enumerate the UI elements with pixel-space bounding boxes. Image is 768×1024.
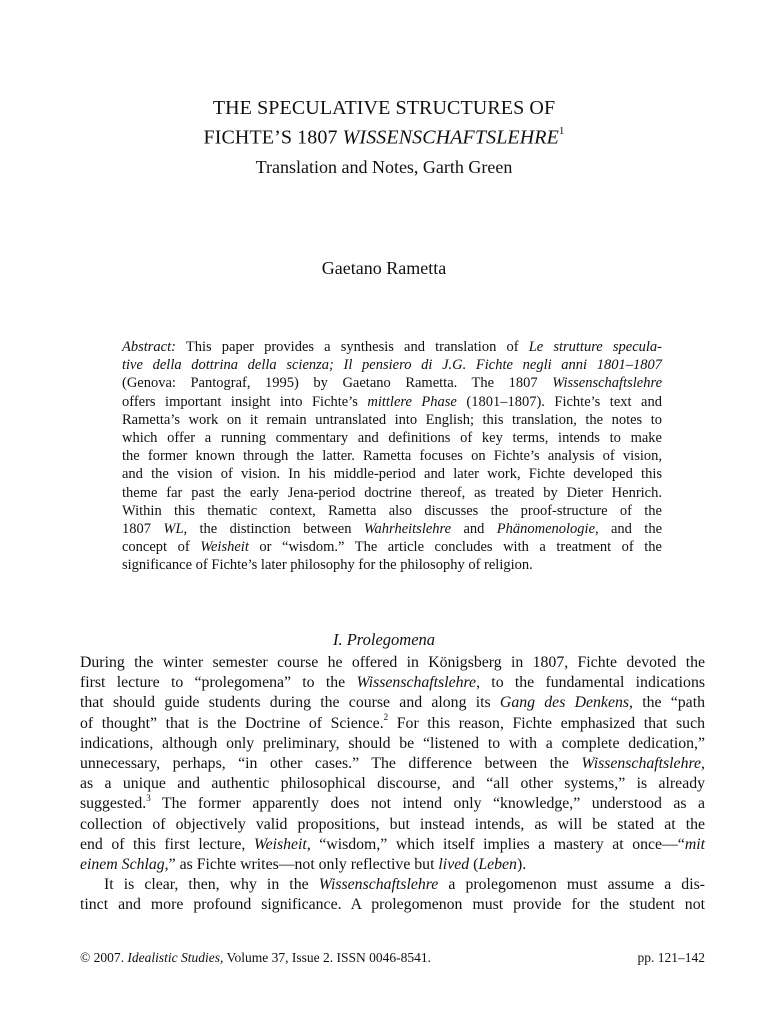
abstract-line	[122, 520, 662, 538]
article-title	[0, 96, 768, 151]
text-run: (Genova: Pantograf, 1995) by Gaetano Rametta. The 1807	[122, 375, 553, 392]
italic-text: einem Schlag	[80, 856, 165, 874]
body-line	[80, 714, 705, 734]
text-run: tinct and more profound significance. A prolegomenon must provide for the student not	[80, 896, 705, 914]
italic-text: Wissenschaftslehre	[318, 876, 439, 894]
text-run: offers important insight into Fichte’s	[122, 393, 368, 410]
italic-text: Weisheit	[200, 539, 249, 556]
body-line	[80, 673, 705, 693]
text-run: , and the	[595, 521, 663, 538]
title-line-2-prefix: FICHTE’S 1807	[203, 126, 343, 149]
text-run: suggested.	[80, 795, 147, 813]
italic-text: mit	[684, 835, 706, 853]
article-subtitle: Translation and Notes, Garth Green	[255, 157, 513, 177]
title-line-2-italic: WISSENSCHAFTSLEHRE	[342, 126, 559, 149]
text-run: , the distinction between	[183, 521, 364, 538]
abstract-line	[122, 411, 662, 429]
body-line	[80, 774, 705, 794]
italic-text: lived	[438, 856, 470, 874]
text-run: During the winter semester course he offered in Königsberg in 1807, Fichte devoted the	[80, 654, 705, 671]
text-run: concept of	[122, 539, 201, 556]
abstract-line	[122, 447, 662, 465]
text-run: and	[451, 521, 497, 538]
page-range: pp. 121–142	[637, 950, 705, 965]
abstract-line	[122, 356, 662, 374]
body-line	[80, 875, 705, 895]
italic-text: Leben	[478, 856, 517, 874]
italic-text: mittlere Phase	[367, 393, 457, 410]
italic-text: Gang des Denkens	[499, 694, 629, 712]
italic-text: Weisheit	[253, 835, 307, 853]
body-line	[80, 653, 705, 673]
abstract-line	[122, 465, 662, 483]
italic-text: Wissenschaftslehre	[581, 755, 702, 773]
abstract-line	[122, 502, 662, 520]
text-run: , to the fundamental indications	[476, 674, 705, 692]
text-run: significance of Fichte’s later philosophy for the philosophy of religion.	[122, 557, 533, 574]
title-footnote-mark[interactable]: 1	[558, 125, 565, 137]
text-run: ,	[701, 755, 705, 773]
body-text	[80, 653, 705, 916]
abstract-line	[122, 393, 662, 411]
copyright-line	[80, 950, 431, 966]
text-run: Rametta’s work on it remain untranslated into English; this translation, the notes to	[122, 411, 662, 428]
text-run: first lecture to “prolegomena” to the	[80, 674, 357, 692]
text-run: and the vision of vision. In his middle-period and later work, Fichte developed this	[122, 466, 662, 483]
italic-text: tive della dottrina della scienza; Il pensiero di J.G. Fichte negli anni 1801–1807	[122, 357, 662, 374]
body-line	[80, 693, 705, 713]
text-run: theme far past the early Jena-period doctrine thereof, as treated by Dieter Henrich.	[122, 484, 662, 501]
text-run: which offer a running commentary and definitions of key terms, intends to make	[122, 430, 662, 447]
text-run: (1801–1807). Fichte’s text and	[456, 393, 662, 410]
copyright-prefix: © 2007.	[80, 950, 128, 965]
abstract-block	[122, 338, 662, 575]
text-run: of thought” that is the Doctrine of Science.	[80, 714, 384, 732]
text-run: Within this thematic context, Rametta also discusses the proof-structure of the	[122, 502, 662, 519]
text-run: The former apparently does not intend only “knowledge,” understood as a	[150, 795, 705, 813]
text-run: (	[469, 856, 479, 874]
footnote-mark[interactable]: 2	[383, 712, 389, 723]
text-run: , “wisdom,” which itself implies a mastery at once—“	[306, 835, 685, 853]
body-line	[80, 734, 705, 754]
italic-text: WL	[163, 521, 184, 538]
title-line-2	[0, 121, 768, 151]
text-run: a prolegomenon must assume a dis-	[438, 876, 705, 894]
italic-text: Wissenschaftslehre	[552, 375, 662, 392]
section-heading: I. Prolegomena	[332, 630, 436, 649]
body-line	[80, 754, 705, 774]
body-line	[80, 855, 705, 875]
text-run: This paper provides a synthesis and translation of	[175, 339, 529, 355]
title-line-1: THE SPECULATIVE STRUCTURES OF	[212, 97, 556, 119]
text-run: collection of objectively valid propositions, but instead intends, as will be stated at the	[80, 815, 705, 833]
issue-info: Volume 37, Issue 2. ISSN 0046-8541.	[223, 950, 432, 965]
text-run: For this reason, Fichte emphasized that such	[388, 714, 705, 732]
text-run: as a unique and authentic philosophical discourse, and “all other systems,” is already	[80, 775, 705, 793]
text-run: indications, although only preliminary, should be “listened to with a complete dedication,”	[80, 734, 705, 752]
text-run: that should guide students during the course and along its	[80, 694, 500, 712]
text-run: , the “path	[629, 694, 705, 712]
abstract-line	[122, 338, 662, 356]
abstract-line	[122, 538, 662, 556]
body-line	[80, 815, 705, 835]
body-line	[80, 835, 705, 855]
body-line	[80, 794, 705, 814]
abstract-line	[122, 374, 662, 392]
italic-text: Abstract:	[122, 339, 176, 355]
italic-text: Wissenschaftslehre	[356, 674, 477, 692]
text-run: It is clear, then, why in the	[104, 876, 319, 894]
italic-text: Wahrheitslehre	[363, 521, 452, 538]
italic-text: Le strutture specula-	[528, 339, 662, 355]
text-run: the former known through the latter. Rametta focuses on Fichte’s analysis of vision,	[122, 448, 662, 465]
body-line	[80, 895, 705, 915]
journal-name: Idealistic Studies,	[127, 950, 224, 965]
author-name: Gaetano Rametta	[321, 258, 447, 278]
abstract-line	[122, 429, 662, 447]
footnote-mark[interactable]: 3	[146, 793, 151, 804]
text-run: or “wisdom.” The article concludes with a treatment of the	[248, 539, 662, 556]
text-run: ,” as Fichte writes—not only reflective but	[164, 856, 439, 874]
abstract-line	[122, 484, 662, 502]
abstract-line	[122, 556, 662, 574]
text-run: 1807	[122, 521, 164, 538]
text-run: end of this first lecture,	[80, 835, 254, 853]
italic-text: Phänomenologie	[496, 521, 596, 538]
text-run: unnecessary, perhaps, “in other cases.” The difference between the	[80, 755, 582, 773]
text-run: ).	[516, 856, 527, 874]
